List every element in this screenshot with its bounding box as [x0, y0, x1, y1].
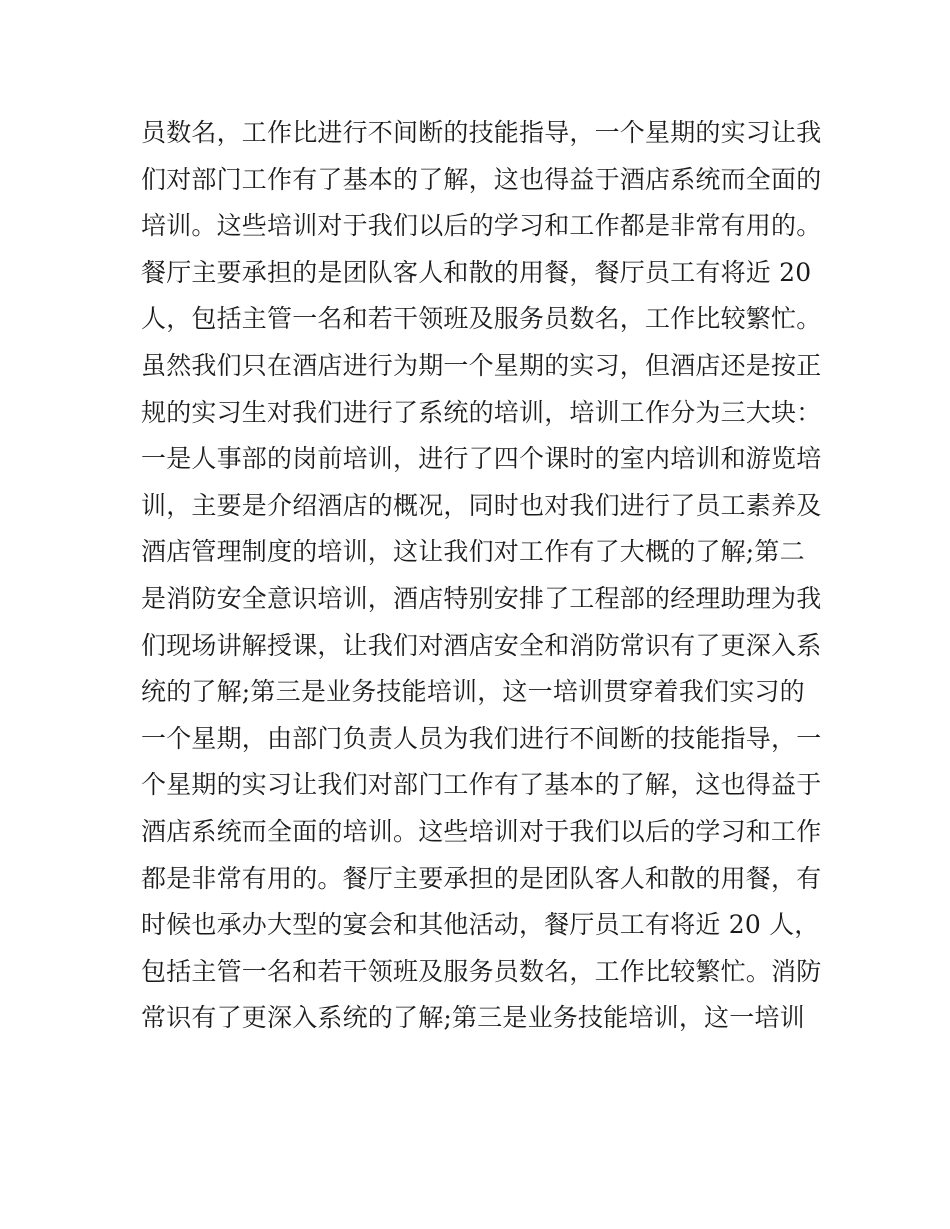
text-line: 人，包括主管一名和若干领班及服务员数名，工作比较繁忙。: [141, 304, 822, 334]
text-line: 包括主管一名和若干领班及服务员数名，工作比较繁忙。消防: [141, 956, 822, 986]
text-line: 员数名，工作比进行不间断的技能指导，一个星期的实习让我: [141, 118, 822, 147]
text-line: 们现场讲解授课，让我们对酒店安全和消防常识有了更深入系: [141, 630, 822, 660]
text-line: 虽然我们只在酒店进行为期一个星期的实习，但酒店还是按正: [141, 350, 822, 380]
text-line: 规的实习生对我们进行了系统的培训，培训工作分为三大块：: [141, 397, 822, 427]
text-line: 都是非常有用的。餐厅主要承担的是团队客人和散的用餐，有: [141, 863, 822, 893]
text-line: 统的了解;第三是业务技能培训，这一培训贯穿着我们实习的: [141, 677, 805, 707]
text-line: 常识有了更深入系统的了解;第三是业务技能培训，这一培训: [141, 1003, 805, 1033]
text-line: 时候也承办大型的宴会和其他活动，餐厅员工有将近 20 人，: [141, 910, 820, 940]
text-line: 是消防安全意识培训，酒店特别安排了工程部的经理助理为我: [141, 583, 822, 613]
text-line: 个星期的实习让我们对部门工作有了基本的了解，这也得益于: [141, 770, 822, 800]
text-line: 训，主要是介绍酒店的概况，同时也对我们进行了员工素养及: [141, 490, 822, 520]
body-text: [141, 110, 841, 1042]
text-line: 餐厅主要承担的是团队客人和散的用餐，餐厅员工有将近 20: [141, 257, 812, 287]
text-line: 培训。这些培训对于我们以后的学习和工作都是非常有用的。: [141, 211, 822, 241]
text-line: 们对部门工作有了基本的了解，这也得益于酒店系统而全面的: [141, 164, 822, 194]
text-line: 酒店系统而全面的培训。这些培训对于我们以后的学习和工作: [141, 816, 822, 846]
text-line: 一是人事部的岗前培训，进行了四个课时的室内培训和游览培: [141, 444, 822, 474]
text-line: 一个星期，由部门负责人员为我们进行不间断的技能指导，一: [141, 723, 822, 753]
text-line: 酒店管理制度的培训，这让我们对工作有了大概的了解;第二: [141, 537, 805, 567]
